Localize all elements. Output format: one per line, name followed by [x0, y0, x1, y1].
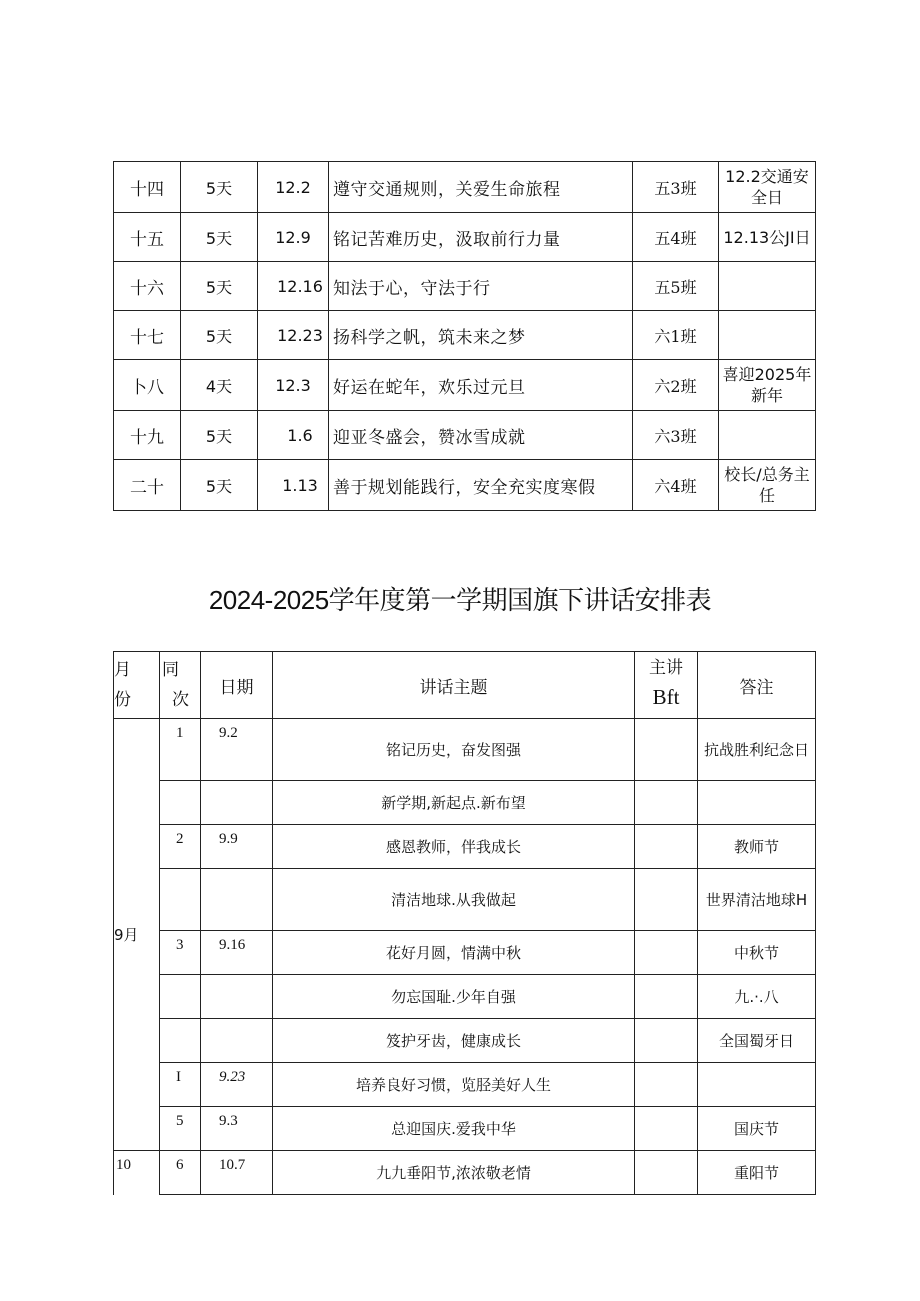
header-week-line1: 同	[162, 660, 179, 680]
topic-cell: 好运在蛇年，欢乐过元旦	[329, 360, 633, 411]
header-speaker	[635, 652, 698, 719]
topic-cell: 铭记历史，奋发图强	[273, 719, 635, 781]
date-cell: 1.6	[258, 411, 329, 460]
days-cell: 4天	[181, 360, 258, 411]
days-cell: 5天	[181, 162, 258, 213]
header-speaker-line2: Bft	[652, 685, 680, 709]
date-cell: 9.16	[201, 931, 273, 975]
class-cell: 六2班	[633, 360, 719, 411]
note-cell: 喜迎2025年新年	[719, 360, 816, 411]
page-title: 2024-2025学年度第一学期国旗下讲话安排表	[208, 585, 712, 615]
note-cell: 中秋节	[698, 931, 816, 975]
note-cell	[698, 781, 816, 825]
class-cell: 五5班	[633, 262, 719, 311]
topic-cell: 迎亚冬盛会，赞冰雪成就	[329, 411, 633, 460]
class-cell: 六1班	[633, 311, 719, 360]
topic-cell: 花好月圆，情满中秋	[273, 931, 635, 975]
header-speaker-line1: 主讲	[649, 658, 683, 678]
header-week-line2: 次	[172, 690, 189, 710]
topic-cell: 扬科学之帆，筑未来之梦	[329, 311, 633, 360]
days-cell: 5天	[181, 311, 258, 360]
table-row	[114, 1019, 816, 1063]
week-cell: 十六	[114, 262, 181, 311]
header-week	[160, 652, 201, 719]
speaker-cell	[635, 1151, 698, 1195]
header-month-line1: 月	[114, 660, 131, 680]
header-note: 答注	[698, 652, 816, 719]
week-cell: 十九	[114, 411, 181, 460]
note-cell	[698, 1063, 816, 1107]
week-number-cell: 3	[160, 931, 201, 975]
note-cell: 校长/总务主任	[719, 460, 816, 511]
date-cell: 12.2	[258, 162, 329, 213]
schedule-row	[114, 311, 816, 360]
week-cell: 二十	[114, 460, 181, 511]
header-topic: 讲话主题	[273, 652, 635, 719]
speaker-cell	[635, 781, 698, 825]
week-number-cell	[160, 781, 201, 825]
date-cell	[201, 975, 273, 1019]
week-cell: 十七	[114, 311, 181, 360]
table-row	[114, 781, 816, 825]
table-row	[114, 931, 816, 975]
table-row	[114, 869, 816, 931]
speaker-cell	[635, 1019, 698, 1063]
note-cell: 国庆节	[698, 1107, 816, 1151]
note-cell	[719, 411, 816, 460]
note-cell	[719, 311, 816, 360]
header-month-line2: 份	[114, 690, 131, 710]
class-cell: 六3班	[633, 411, 719, 460]
topic-cell: 遵守交通规则，关爱生命旅程	[329, 162, 633, 213]
date-cell: 9.2	[201, 719, 273, 781]
date-cell: 10.7	[201, 1151, 273, 1195]
topic-cell: 善于规划能践行，安全充实度寒假	[329, 460, 633, 511]
speaker-cell	[635, 825, 698, 869]
schedule-row	[114, 460, 816, 511]
days-cell: 5天	[181, 262, 258, 311]
topic-cell: 铭记苦难历史，汲取前行力量	[329, 213, 633, 262]
month-cell-october: 10	[114, 1151, 160, 1195]
note-cell: 抗战胜利纪念日	[698, 719, 816, 781]
note-cell: 九.·.八	[698, 975, 816, 1019]
week-number-cell: 6	[160, 1151, 201, 1195]
topic-cell: 感恩教师，伴我成长	[273, 825, 635, 869]
speaker-cell	[635, 931, 698, 975]
date-cell: 1.13	[258, 460, 329, 511]
week-number-cell: I	[160, 1063, 201, 1107]
week-number-cell: 1	[160, 719, 201, 781]
week-number-cell	[160, 869, 201, 931]
week-cell: 十四	[114, 162, 181, 213]
class-cell: 五3班	[633, 162, 719, 213]
week-number-cell: 5	[160, 1107, 201, 1151]
date-cell	[201, 1019, 273, 1063]
schedule-row	[114, 411, 816, 460]
table-row	[114, 975, 816, 1019]
topic-cell: 勿忘国耻.少年自强	[273, 975, 635, 1019]
table-row	[114, 719, 816, 781]
week-cell: 卜八	[114, 360, 181, 411]
days-cell: 5天	[181, 411, 258, 460]
week-number-cell	[160, 1019, 201, 1063]
week-number-cell: 2	[160, 825, 201, 869]
class-cell: 五4班	[633, 213, 719, 262]
speaker-cell	[635, 1107, 698, 1151]
topic-cell: 新学期,新起点.新布望	[273, 781, 635, 825]
schedule-table-continued	[113, 161, 816, 511]
topic-cell: 笈护牙齿，健康成长	[273, 1019, 635, 1063]
speech-schedule-table	[113, 651, 816, 1195]
date-cell: 12.16	[258, 262, 329, 311]
days-cell: 5天	[181, 213, 258, 262]
date-cell: 12.9	[258, 213, 329, 262]
table-row	[114, 1063, 816, 1107]
note-cell: 12.2交通安全日	[719, 162, 816, 213]
speaker-cell	[635, 1063, 698, 1107]
week-cell: 十五	[114, 213, 181, 262]
speaker-cell	[635, 975, 698, 1019]
topic-cell: 九九垂阳节,浓浓敬老情	[273, 1151, 635, 1195]
speaker-cell	[635, 869, 698, 931]
schedule-row	[114, 360, 816, 411]
speaker-cell	[635, 719, 698, 781]
date-cell	[201, 869, 273, 931]
schedule-row	[114, 213, 816, 262]
topic-cell: 培养良好习惯，览胫美好人生	[273, 1063, 635, 1107]
date-cell	[201, 781, 273, 825]
note-cell: 世界清沽地球H	[698, 869, 816, 931]
table-row	[114, 1151, 816, 1195]
note-cell: 教师节	[698, 825, 816, 869]
header-date: 日期	[201, 652, 273, 719]
table-row	[114, 1107, 816, 1151]
note-cell	[719, 262, 816, 311]
month-cell-september: 9月	[114, 719, 160, 1151]
date-cell: 12.23	[258, 311, 329, 360]
days-cell: 5天	[181, 460, 258, 511]
topic-cell: 清洁地球.从我做起	[273, 869, 635, 931]
date-cell: 9.3	[201, 1107, 273, 1151]
note-cell: 重阳节	[698, 1151, 816, 1195]
header-month	[114, 652, 160, 719]
week-number-cell	[160, 975, 201, 1019]
topic-cell: 总迎国庆.爱我中华	[273, 1107, 635, 1151]
note-cell: 12.13公JI日	[719, 213, 816, 262]
schedule-row	[114, 262, 816, 311]
header-row	[114, 652, 816, 719]
class-cell: 六4班	[633, 460, 719, 511]
date-cell: 9.9	[201, 825, 273, 869]
topic-cell: 知法于心，守法于行	[329, 262, 633, 311]
schedule-row	[114, 162, 816, 213]
table-row	[114, 825, 816, 869]
date-cell: 12.3	[258, 360, 329, 411]
note-cell: 全国蜀牙日	[698, 1019, 816, 1063]
date-cell: 9.23	[201, 1063, 273, 1107]
